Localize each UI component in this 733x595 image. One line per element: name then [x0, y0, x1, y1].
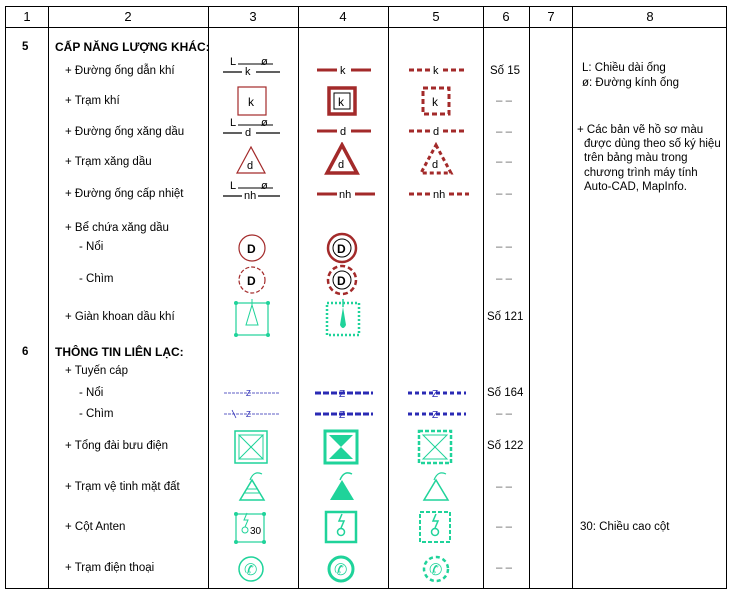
row-label: - Nổi: [79, 241, 104, 253]
svg-text:nh: nh: [339, 189, 352, 201]
svg-text:ø: ø: [261, 56, 268, 68]
row-label: + Đường ống xăng dầu: [65, 126, 185, 138]
antenna-symbol-bw: [230, 508, 274, 546]
svg-text:d: d: [340, 126, 347, 138]
heat-pipe-symbol-solid: [313, 186, 379, 202]
cable-submerged-symbol-solid: [313, 407, 375, 421]
svg-text:✆: ✆: [244, 560, 258, 579]
svg-text:ø: ø: [261, 117, 268, 129]
row-label: + Tổng đài bưu điện: [65, 440, 169, 452]
petrol-pipe-symbol-solid: [313, 123, 375, 139]
note-pipe-diameter: ø: Đường kính ống: [582, 77, 680, 89]
row-label: + Trạm vệ tinh mặt đất: [65, 481, 180, 493]
ref-number: – –: [496, 273, 512, 285]
heat-pipe-symbol-bw: [218, 178, 288, 202]
col-header-5: 5: [432, 9, 440, 24]
row-label: - Chìm: [79, 273, 114, 285]
svg-text:L: L: [230, 56, 237, 68]
oil-rig-symbol-bw: [230, 297, 274, 339]
ref-number: – –: [496, 95, 512, 107]
gas-pipe-symbol-bw: [218, 54, 288, 78]
svg-text:d: d: [247, 160, 254, 172]
svg-text:k: k: [433, 65, 439, 77]
section-number: 5: [22, 41, 29, 53]
svg-text:D: D: [337, 242, 346, 256]
svg-text:L: L: [230, 117, 237, 129]
svg-text:L: L: [230, 180, 237, 192]
phone-station-symbol-bw: [236, 554, 266, 584]
tank-floating-symbol-solid: [326, 232, 358, 264]
svg-text:✆: ✆: [429, 560, 443, 579]
note-pipe-length: L: Chiều dài ống: [582, 62, 666, 74]
cable-submerged-symbol-dashed: [406, 407, 468, 421]
gas-station-symbol-bw: [236, 85, 268, 117]
row-label: - Chìm: [79, 408, 114, 420]
gas-pipe-symbol-dashed: [405, 62, 469, 78]
gas-station-symbol-dashed: [420, 85, 452, 117]
tank-submerged-symbol-bw: [237, 265, 267, 295]
cable-floating-symbol-solid: [313, 386, 375, 400]
svg-text:k: k: [245, 66, 251, 78]
svg-text:Z: Z: [432, 410, 439, 421]
col-header-8: 8: [646, 9, 654, 24]
tank-submerged-symbol-solid: [326, 264, 358, 296]
svg-text:✆: ✆: [334, 560, 348, 579]
col-header-2: 2: [124, 9, 132, 24]
row-label: + Bể chứa xăng dầu: [65, 222, 169, 234]
cable-submerged-symbol-bw: [222, 408, 282, 420]
note-color-line: chương trình máy tính: [584, 167, 698, 179]
section-number: 6: [22, 346, 29, 358]
col-header-1: 1: [23, 9, 31, 24]
col-header-6: 6: [502, 9, 510, 24]
antenna-symbol-solid: [322, 508, 362, 546]
note-color-line: Auto-CAD, MapInfo.: [584, 181, 687, 193]
fuel-station-symbol-dashed: [418, 142, 454, 176]
svg-text:nh: nh: [433, 189, 446, 201]
exchange-symbol-bw: [233, 429, 269, 465]
svg-text:d: d: [338, 159, 345, 171]
svg-text:ø: ø: [261, 180, 268, 192]
exchange-symbol-dashed: [417, 429, 453, 465]
row-label: + Trạm xăng dầu: [65, 156, 152, 168]
row-label: + Trạm khí: [65, 95, 120, 107]
svg-text:Z: Z: [339, 410, 346, 421]
svg-text:nh: nh: [244, 190, 257, 202]
ref-number: – –: [496, 188, 512, 200]
note-color-line: + Các bản vẽ hồ sơ màu: [577, 124, 704, 136]
oil-rig-symbol-solid: [321, 297, 365, 339]
note-color-line: trên bảng màu trong: [584, 152, 688, 164]
ref-number: – –: [496, 156, 512, 168]
note-antenna-height: 30: Chiều cao cột: [580, 521, 670, 533]
ref-number: Số 121: [487, 311, 524, 323]
cable-floating-symbol-dashed: [406, 386, 468, 400]
exchange-symbol-solid: [323, 429, 359, 465]
row-label: + Đường ống dẫn khí: [65, 65, 175, 77]
svg-text:k: k: [340, 65, 346, 77]
row-label: + Giàn khoan dầu khí: [65, 311, 175, 323]
section-title: CẤP NĂNG LƯỢNG KHÁC:: [55, 40, 210, 54]
ref-number: Số 15: [490, 65, 521, 77]
phone-station-symbol-solid: [326, 554, 356, 584]
ref-number: – –: [496, 241, 512, 253]
svg-text:Z: Z: [246, 389, 251, 398]
ref-number: Số 122: [487, 440, 524, 452]
svg-text:30: 30: [250, 526, 262, 537]
fuel-station-symbol-solid: [324, 142, 360, 176]
col-header-4: 4: [339, 9, 347, 24]
svg-text:D: D: [247, 274, 256, 288]
svg-text:Z: Z: [246, 410, 251, 419]
svg-text:k: k: [248, 95, 254, 109]
ref-number: – –: [496, 408, 512, 420]
svg-text:Z: Z: [432, 389, 439, 400]
cable-floating-symbol-bw: [222, 387, 282, 399]
svg-text:d: d: [432, 159, 439, 171]
ref-number: – –: [496, 562, 512, 574]
svg-text:d: d: [245, 127, 252, 139]
satellite-station-symbol-solid: [326, 468, 358, 504]
col-header-7: 7: [547, 9, 555, 24]
row-label: + Cột Anten: [65, 521, 126, 533]
gas-station-symbol-solid: [326, 85, 358, 117]
svg-text:D: D: [337, 274, 346, 288]
ref-number: Số 164: [487, 387, 524, 399]
ref-number: – –: [496, 126, 512, 138]
ref-number: – –: [496, 521, 512, 533]
tank-floating-symbol-bw: [237, 233, 267, 263]
col-header-3: 3: [249, 9, 257, 24]
row-label: - Nổi: [79, 387, 104, 399]
satellite-station-symbol-dashed: [420, 468, 452, 504]
svg-text:k: k: [338, 95, 344, 109]
ref-number: – –: [496, 481, 512, 493]
phone-station-symbol-dashed: [421, 554, 451, 584]
svg-text:k: k: [432, 95, 438, 109]
antenna-symbol-dashed: [416, 508, 456, 546]
svg-text:D: D: [247, 242, 256, 256]
petrol-pipe-symbol-bw: [218, 115, 288, 139]
svg-text:d: d: [433, 126, 440, 138]
heat-pipe-symbol-dashed: [405, 186, 473, 202]
row-label: + Đường ống cấp nhiệt: [65, 188, 184, 200]
svg-text:Z: Z: [339, 389, 346, 400]
section-title: THÔNG TIN LIÊN LẠC:: [55, 345, 184, 359]
note-color-line: được dùng theo số ký hiệu: [584, 138, 721, 150]
gas-pipe-symbol-solid: [313, 62, 375, 78]
fuel-station-symbol-bw: [234, 144, 268, 176]
row-label: + Trạm điện thoại: [65, 562, 155, 574]
row-label: + Tuyến cáp: [65, 365, 128, 377]
satellite-station-symbol-bw: [236, 468, 268, 504]
petrol-pipe-symbol-dashed: [405, 123, 469, 139]
